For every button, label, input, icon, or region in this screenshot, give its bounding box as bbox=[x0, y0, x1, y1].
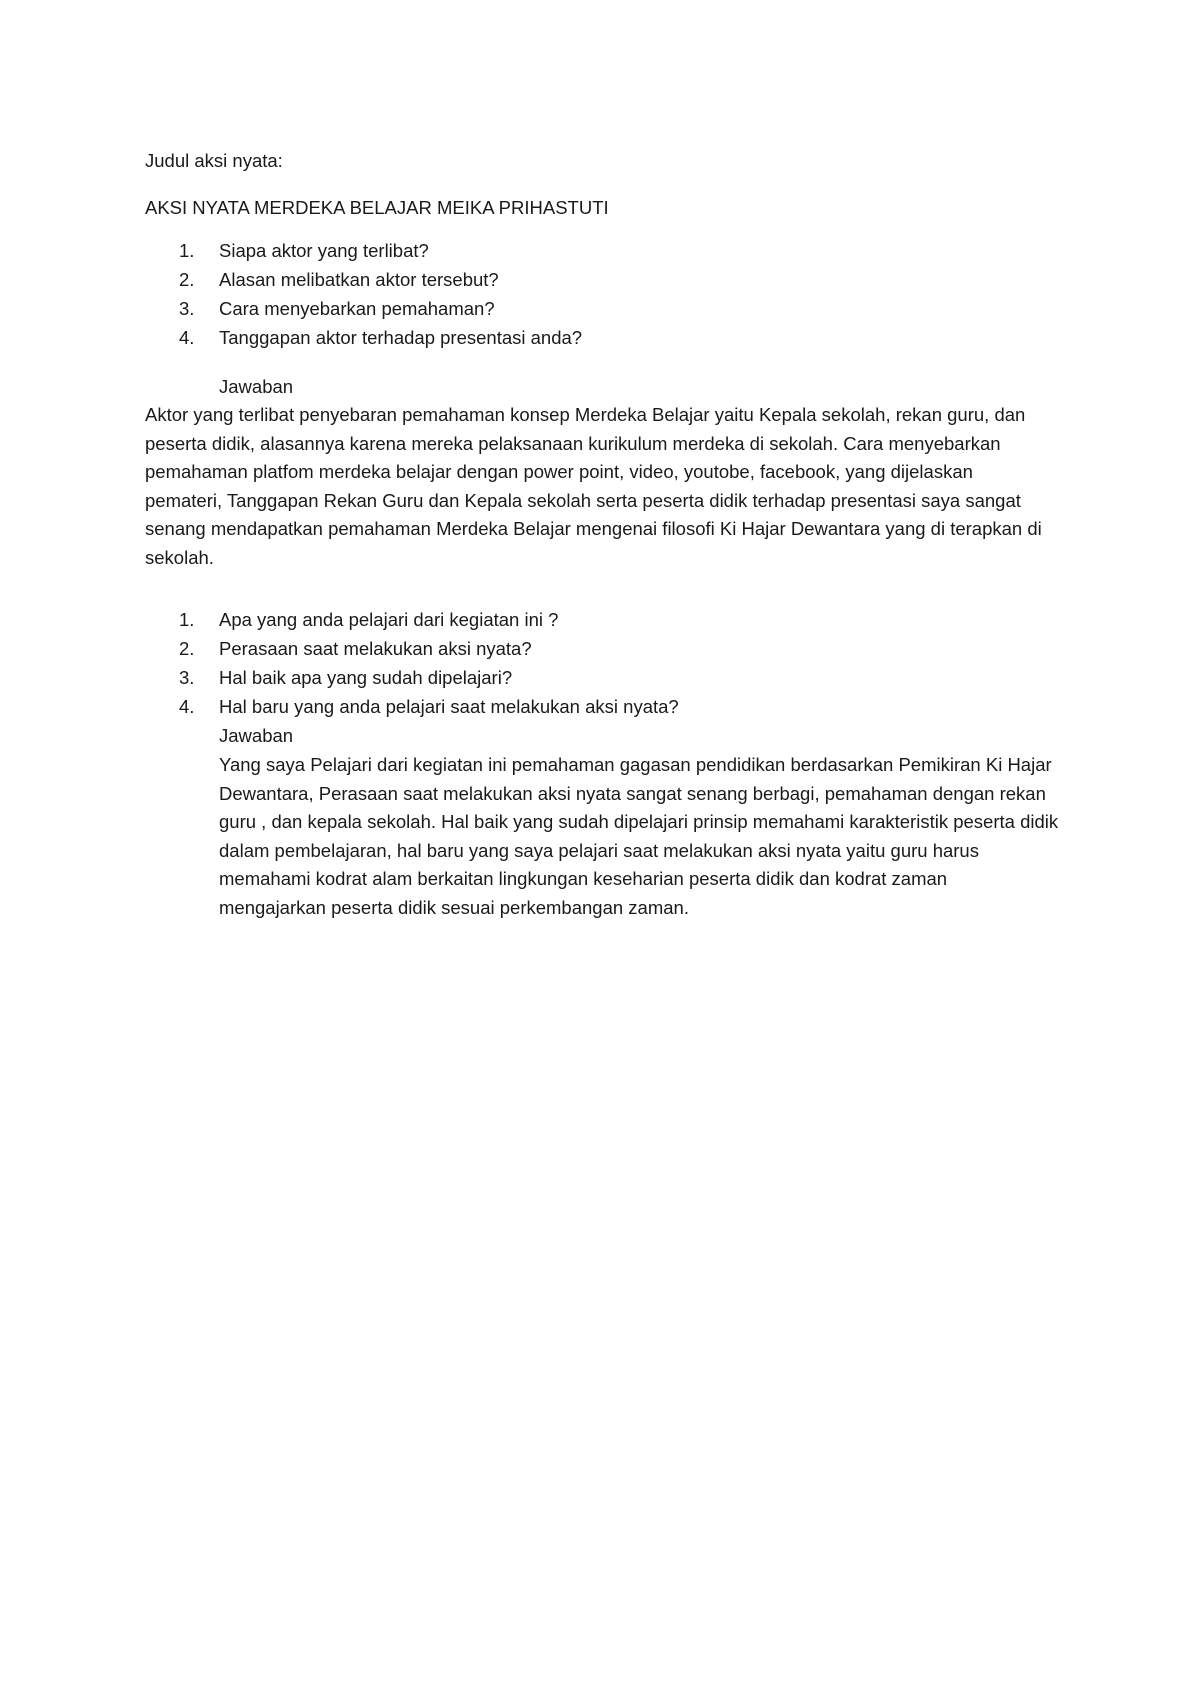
list-item bbox=[145, 267, 1075, 296]
list-text: Hal baru yang anda pelajari saat melakukan aksi nyata? bbox=[219, 696, 679, 717]
answer-label-1: Jawaban bbox=[219, 376, 294, 397]
list-number: 4. bbox=[179, 327, 195, 348]
list-number: 3. bbox=[179, 667, 195, 688]
list-item bbox=[145, 325, 1075, 354]
list-item bbox=[145, 665, 1075, 694]
document-heading: AKSI NYATA MERDEKA BELAJAR MEIKA PRIHASTUTI bbox=[145, 197, 609, 218]
question-list-1 bbox=[145, 238, 1075, 354]
answer-paragraph-2: Yang saya Pelajari dari kegiatan ini pemahaman gagasan pendidikan berdasarkan Pemikiran Ki Hajar Dewantara, Perasaan saat melakukan aksi nyata sangat senang berbagi, pemahaman dengan rekan guru , dan kepala sekolah. Hal baik yang sudah dipelajari prinsip memahami karakteristik peserta didik dalam pembelajaran, hal baru yang saya pelajari saat melakukan aksi nyata yaitu guru harus memahami kodrat alam berkaitan lingkungan keseharian peserta didik dan kodrat zaman mengajarkan peserta didik sesuai perkembangan zaman. bbox=[219, 754, 1059, 918]
list-text: Tanggapan aktor terhadap presentasi anda? bbox=[219, 327, 583, 348]
list-number: 2. bbox=[179, 638, 195, 659]
list-text: Apa yang anda pelajari dari kegiatan ini ? bbox=[219, 609, 559, 630]
list-number: 2. bbox=[179, 269, 195, 290]
list-number: 4. bbox=[179, 696, 195, 717]
list-number: 1. bbox=[179, 240, 195, 261]
list-item bbox=[145, 296, 1075, 325]
list-item bbox=[145, 607, 1075, 636]
list-text: Alasan melibatkan aktor tersebut? bbox=[219, 269, 499, 290]
list-text: Perasaan saat melakukan aksi nyata? bbox=[219, 638, 532, 659]
question-list-2 bbox=[145, 607, 1075, 723]
list-text: Hal baik apa yang sudah dipelajari? bbox=[219, 667, 513, 688]
list-item bbox=[145, 694, 1075, 723]
list-number: 3. bbox=[179, 298, 195, 319]
document-title: Judul aksi nyata: bbox=[145, 150, 283, 171]
list-item bbox=[145, 636, 1075, 665]
answer-paragraph-1: Aktor yang terlibat penyebaran pemahaman konsep Merdeka Belajar yaitu Kepala sekolah, rekan guru, dan peserta didik, alasannya karena mereka pelaksanaan kurikulum merdeka di sekolah. Cara menyebarkan pemahaman platfom merdeka belajar dengan power point, video, youtobe, facebook, yang dijelaskan pemateri, Tanggapan Rekan Guru dan Kepala sekolah serta peserta didik terhadap presentasi saya sangat senang mendapatkan pemahaman Merdeka Belajar mengenai filosofi Ki Hajar Dewantara yang di terapkan di sekolah. bbox=[145, 404, 1042, 568]
list-text: Siapa aktor yang terlibat? bbox=[219, 240, 429, 261]
list-item bbox=[145, 238, 1075, 267]
answer-label-2: Jawaban bbox=[219, 725, 294, 746]
list-number: 1. bbox=[179, 609, 195, 630]
list-text: Cara menyebarkan pemahaman? bbox=[219, 298, 495, 319]
